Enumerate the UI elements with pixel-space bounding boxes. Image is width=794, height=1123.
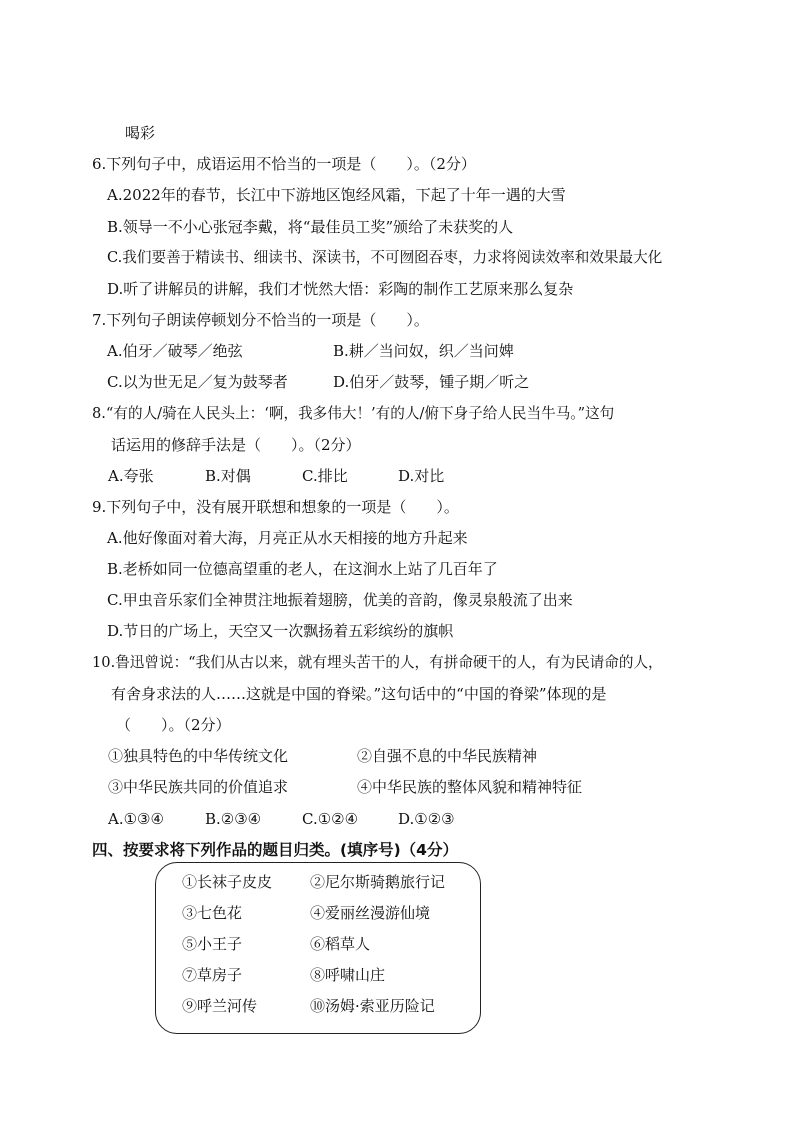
question-10-choice-1: ①独具特色的中华传统文化 [108,747,289,765]
work-item-10: ⑩汤姆·索亚历险记 [310,997,435,1015]
question-9-stem: 9.下列句子中，没有展开联想和想象的一项是（ ）。 [92,498,459,516]
question-6-option-b: B.领导一不小心张冠李戴，将“最佳员工奖”颁给了未获奖的人 [107,218,514,236]
question-7-option-c: C.以为世无足／复为鼓琴者 [107,373,288,391]
question-10-option-b: B.②③④ [205,810,262,828]
question-7-option-b: B.耕／当问奴，织／当问婢 [333,342,514,360]
question-8-stem-line2: 话运用的修辞手法是（ ）。（2分） [111,436,361,454]
question-10-stem-line2: 有舍身求法的人……这就是中国的脊梁。”这句话中的“中国的脊梁”体现的是 [111,685,607,703]
work-item-7: ⑦草房子 [182,966,243,984]
work-item-6: ⑥稻草人 [310,935,371,953]
question-7-stem: 7.下列句子朗读停顿划分不恰当的一项是（ ）。 [92,311,429,329]
question-8-option-a: A.夸张 [108,467,154,485]
question-10-stem-line1: 10.鲁迅曾说：“我们从古以来，就有埋头苦干的人，有拼命硬干的人，有为民请命的人， [92,654,663,671]
works-box [155,862,481,1034]
work-item-9: ⑨呼兰河传 [182,997,258,1015]
question-7-option-a: A.伯牙／破琴／绝弦 [107,342,243,360]
question-6-stem: 6.下列句子中，成语运用不恰当的一项是（ ）。（2分） [92,155,476,173]
question-10-choice-4: ④中华民族的整体风貌和精神特征 [357,778,583,796]
question-10-option-a: A.①③④ [108,810,164,828]
work-item-2: ②尼尔斯骑鹅旅行记 [310,873,446,891]
question-9-option-b: B.老桥如同一位德高望重的老人，在这涧水上站了几百年了 [107,560,498,578]
work-item-8: ⑧呼啸山庄 [310,966,386,984]
question-8-option-c: C.排比 [302,467,348,485]
question-6-option-c: C.我们要善于精读书、细读书、深读书，不可囫囵吞枣，力求将阅读效率和效果最大化 [107,249,663,266]
work-item-5: ⑤小王子 [182,935,243,953]
question-8-option-d: D.对比 [398,467,445,485]
question-10-option-c: C.①②④ [302,810,359,828]
question-6-option-a: A.2022年的春节，长江中下游地区饱经风霜，下起了十年一遇的大雪 [107,186,566,204]
question-6-option-d: D.听了讲解员的讲解，我们才恍然大悟：彩陶的制作工艺原来那么复杂 [107,280,574,298]
fragment-text: 喝彩 [125,124,156,142]
question-8-stem-line1: 8.“有的人/骑在人民头上：‘啊，我多伟大！’有的人/俯下身子给人民当牛马。”这句 [92,405,615,422]
work-item-4: ④爱丽丝漫游仙境 [310,904,431,922]
work-item-1: ①长袜子皮皮 [182,873,273,891]
question-7-option-d: D.伯牙／鼓琴，锺子期／听之 [333,373,530,391]
question-10-stem-line3: （ ）。（2分） [116,716,231,734]
question-9-option-c: C.甲虫音乐家们全神贯注地振着翅膀，优美的音韵，像灵泉般流了出来 [107,591,573,609]
question-10-choice-2: ②自强不息的中华民族精神 [357,747,538,765]
question-10-option-d: D.①②③ [398,810,455,828]
question-8-option-b: B.对偶 [205,467,251,485]
section-4-title: 四、按要求将下列作品的题目归类。(填序号)（4分） [92,841,458,859]
question-9-option-d: D.节日的广场上，天空又一次飘扬着五彩缤纷的旗帜 [107,622,454,640]
question-9-option-a: A.他好像面对着大海，月亮正从水天相接的地方升起来 [107,529,468,547]
question-10-choice-3: ③中华民族共同的价值追求 [108,778,289,796]
work-item-3: ③七色花 [182,904,243,922]
